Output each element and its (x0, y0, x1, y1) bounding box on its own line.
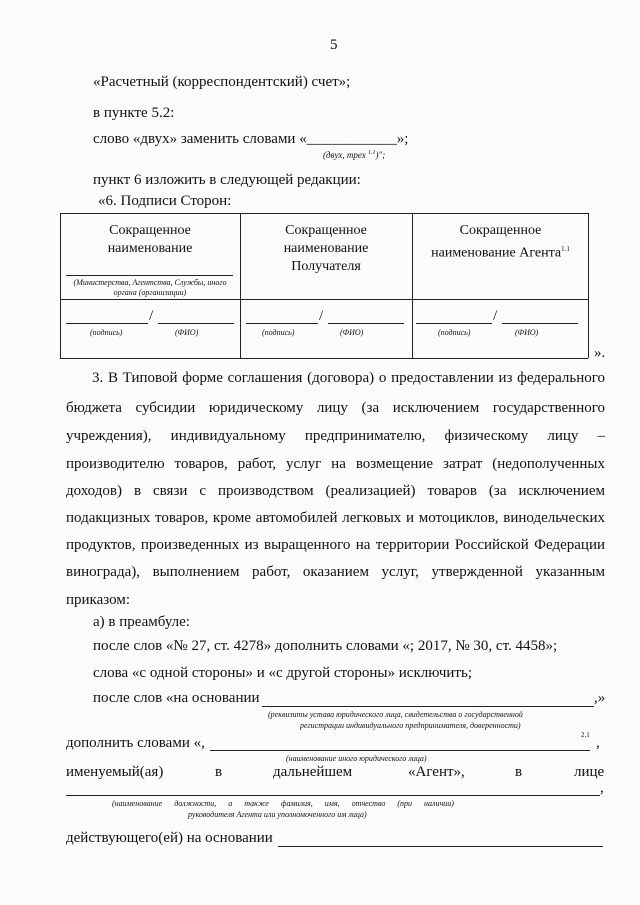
column-title: Сокращенное наименование (107, 223, 193, 256)
fio-label: (ФИО) (340, 328, 364, 337)
signature-line (66, 323, 148, 324)
table-border (60, 213, 588, 214)
column-title (418, 222, 583, 263)
column-title: Сокращенное наименование Получателя (283, 223, 369, 274)
signature-line (416, 323, 492, 324)
paragraph-line: 3. В Типовой форме соглашения (договора) о предоставлении из федерального (92, 370, 605, 386)
table-border (60, 213, 61, 358)
fio-label: (ФИО) (175, 328, 199, 337)
paragraph-line: подакцизных товаров, кроме автомобилей легковых и мотоциклов, винодельческих (66, 510, 605, 526)
table-border (412, 213, 413, 358)
slash: / (493, 308, 498, 324)
field-hint: (реквизиты устава юридического лица, свидетельства о государственной (268, 710, 523, 719)
closing-quote: ». (594, 345, 606, 361)
text-word: в (215, 764, 223, 780)
signature-label: (подпись) (90, 328, 123, 337)
page-number: 5 (330, 37, 338, 53)
text-line: действующего(ей) на основании (66, 830, 273, 846)
fio-line (328, 323, 404, 324)
field-hint: руководителя Агента или уполномоченного им лица) (188, 810, 367, 819)
text-line: дополнить словами «, (66, 735, 205, 751)
paragraph-line: производителю товаров, работ, услуг на возмещение затрат (недополученных (66, 456, 605, 472)
fill-line (66, 275, 233, 276)
field-hint: (наименование должности, а также фамилия, имя, отчество (при наличии) (112, 799, 454, 808)
table-border (60, 358, 588, 359)
paragraph-line: учреждения), индивидуальному предпринимателю, физическому лицу – (66, 428, 605, 444)
field-hint (323, 150, 385, 160)
text-line: после слов «на основании (93, 690, 260, 706)
text-fragment: ,» (594, 690, 606, 706)
paragraph-line: винограда), выполнением работ, оказанием услуг, утвержденной указанным (66, 564, 605, 580)
blank-field: ____________ (306, 131, 397, 147)
text-line: «6. Подписи Сторон: (98, 193, 232, 209)
signature-label: (подпись) (438, 328, 471, 337)
hint-sup: 1.1 (367, 150, 376, 156)
text-line: пункт 6 изложить в следующей редакции: (93, 172, 361, 188)
signature-label: (подпись) (262, 328, 295, 337)
hint-text: )"; (375, 150, 386, 160)
fio-line (158, 323, 234, 324)
footnote-sup: 2.1 (581, 731, 590, 739)
text-word: в (515, 764, 523, 780)
text-word: дальнейшем (273, 764, 353, 780)
text-fragment: слово «двух» заменить словами « (93, 131, 307, 147)
paragraph-line: доходов) в связи с производством (реализацией) товаров (за исключением (66, 483, 605, 499)
slash: / (319, 308, 324, 324)
fio-line (502, 323, 578, 324)
hint-text: (двух, трех (323, 150, 368, 160)
text-line: после слов «№ 27, ст. 4278» дополнить словами «; 2017, № 30, ст. 4458»; (93, 638, 558, 654)
text-line (93, 131, 408, 148)
field-hint: (наименование иного юридического лица) (286, 754, 427, 763)
text-word: лице (574, 764, 605, 780)
fio-label: (ФИО) (515, 328, 539, 337)
table-border (588, 213, 589, 358)
table-border (60, 299, 588, 300)
slash: / (149, 308, 154, 324)
text-line: «Расчетный (корреспондентский) счет»; (93, 74, 351, 90)
column-title-text: Сокращенное наименование Агента (431, 223, 562, 261)
text-line: слова «с одной стороны» и «с другой стороны» исключить; (93, 665, 472, 681)
title-sup: 1.1 (561, 245, 570, 253)
paragraph-line: бюджета субсидии юридическому лицу (за исключением государственного (66, 400, 605, 416)
fill-line (210, 750, 590, 751)
text-fragment: »; (396, 131, 409, 147)
signature-line (246, 323, 318, 324)
text-word: «Агент», (408, 764, 465, 780)
paragraph-line: приказом: (66, 592, 130, 608)
paragraph-line: продуктов, произведенных из выращенного на территории Российской Федерации (66, 537, 605, 553)
text-line: в пункте 5.2: (93, 105, 175, 121)
text-line: а) в преамбуле: (93, 614, 190, 630)
text-fragment: , (596, 735, 600, 751)
fill-line (278, 846, 603, 847)
fill-line (66, 795, 600, 796)
field-hint: регистрации индивидуального предпринимателя, доверенности) (300, 721, 521, 730)
fill-line (262, 706, 594, 707)
text-fragment: , (600, 780, 604, 796)
table-border (240, 213, 241, 358)
text-word: именуемый(ая) (66, 764, 164, 780)
column-note: (Министерства, Агентства, Службы, иного органа (организации) (73, 278, 227, 297)
